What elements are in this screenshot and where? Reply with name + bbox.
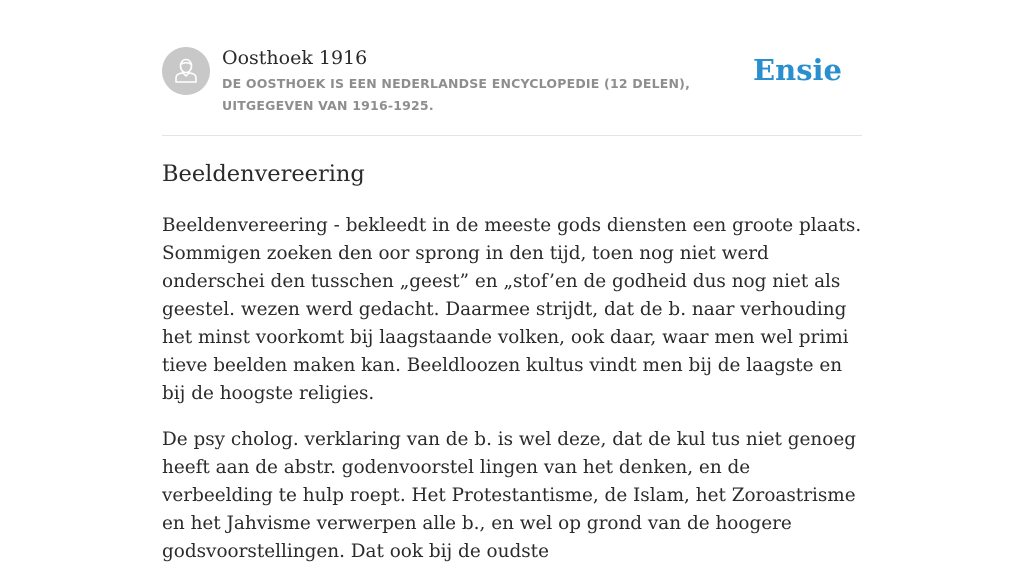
- source-info: [222, 46, 757, 117]
- article-paragraph: Beeldenvereering - bekleedt in de meeste gods diensten een groote plaats. Sommigen zoeken den oor sprong in den tijd, toen nog niet werd onderschei den tusschen „geest” en „stof’en de godheid dus nog niet als geestel. wezen werd gedacht. Daarmee strijdt, dat de b. naar verhouding het minst voorkomt bij laagstaande volken, ook daar, waar men wel primi tieve beelden maken kan. Beeldloozen kultus vindt men bij de laagste en bij de hoogste religies.: [162, 215, 862, 404]
- source-title[interactable]: Oosthoek 1916: [222, 47, 368, 69]
- article-paragraph: De psy cholog. verklaring van de b. is wel deze, dat de kul tus niet genoeg heeft aan de abstr. godenvoorstel lingen van het denken, en de verbeelding te hulp roept. Het Protestantisme, de Islam, het Zoroastrisme en het Jahvisme verwerpen alle b., en wel op grond van de hoogere godsvoorstellingen. Dat ook bij de oudste: [162, 429, 856, 562]
- source-header: [162, 0, 862, 136]
- user-icon: [162, 47, 210, 95]
- article-title: Beeldenvereering: [162, 161, 365, 187]
- ensie-logo[interactable]: Ensie: [753, 53, 842, 87]
- avatar[interactable]: [162, 47, 210, 95]
- page: [162, 0, 862, 562]
- source-description: DE OOSTHOEK IS EEN NEDERLANDSE ENCYCLOPEDIE (12 DELEN), UITGEGEVEN VAN 1916-1925.: [222, 76, 691, 113]
- article-body: [162, 212, 862, 584]
